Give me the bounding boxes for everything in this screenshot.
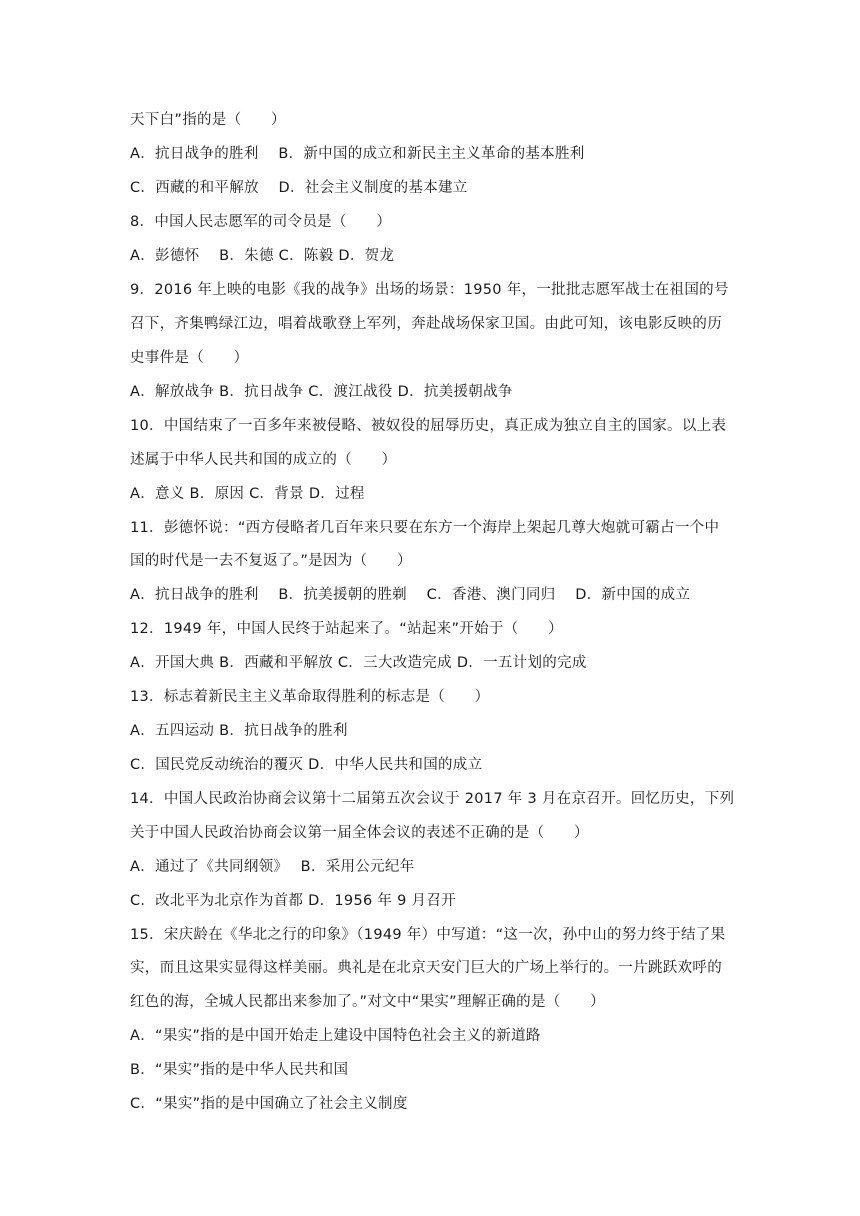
text-line: 8．中国人民志愿军的司令员是（ ） bbox=[130, 214, 392, 230]
text-line: A．抗日战争的胜利 B．抗美援朝的胜剃 C．香港、澳门同归 D．新中国的成立 bbox=[130, 587, 691, 603]
text-line: A．彭德怀 B．朱德 C．陈毅 D．贺龙 bbox=[130, 248, 395, 264]
text-line: C．改北平为北京作为首都 D．1956 年 9 月召开 bbox=[130, 893, 456, 909]
text-line: C．西藏的和平解放 D．社会主义制度的基本建立 bbox=[130, 180, 468, 196]
text-line: 11．彭德怀说：“西方侵略者几百年来只要在东方一个海岸上架起几尊大炮就可霸占一个中 bbox=[130, 520, 720, 536]
text-line: 史事件是（ ） bbox=[130, 350, 249, 366]
text-line: B．“果实”指的是中华人民共和国 bbox=[130, 1062, 349, 1078]
text-line: A．抗日战争的胜利 B．新中国的成立和新民主主义革命的基本胜利 bbox=[130, 146, 585, 162]
text-line: 关于中国人民政治协商会议第一届全体会议的表述不正确的是（ ） bbox=[130, 825, 589, 841]
text-line: A．意义 B．原因 C．背景 D．过程 bbox=[130, 486, 365, 502]
text-line: 14．中国人民政治协商会议第十二届第五次会议于 2017 年 3 月在京召开。回忆历史，下列 bbox=[130, 791, 735, 807]
text-line: A．解放战争 B．抗日战争 C．渡江战役 D．抗美援朝战争 bbox=[130, 384, 513, 400]
text-line: 9．2016 年上映的电影《我的战争》出场的场景：1950 年，一批批志愿军战士在祖国的号 bbox=[130, 282, 729, 298]
text-line: A．通过了《共同纲领》 B．采用公元纪年 bbox=[130, 859, 415, 875]
text-line: 10．中国结束了一百多年来被侵略、被奴役的屈辱历史，真正成为独立自主的国家。以上表 bbox=[130, 418, 727, 434]
text-line: 15．宋庆龄在《华北之行的印象》（1949 年）中写道：“这一次，孙中山的努力终于结了果 bbox=[130, 927, 726, 943]
text-line: 13．标志着新民主主义革命取得胜利的标志是（ ） bbox=[130, 689, 490, 705]
text-line: C．国民党反动统治的覆灭 D．中华人民共和国的成立 bbox=[130, 757, 483, 773]
text-line: 实，而且这果实显得这样美丽。典礼是在北京天安门巨大的广场上举行的。一片跳跃欢呼的 bbox=[130, 960, 722, 976]
text-line: 召下，齐集鸭绿江边，唱着战歌登上军列，奔赴战场保家卫国。由此可知，该电影反映的历 bbox=[130, 316, 722, 332]
text-line: 天下白”指的是（ ） bbox=[130, 112, 286, 128]
text-line: 12．1949 年，中国人民终于站起来了。“站起来”开始于（ ） bbox=[130, 621, 563, 637]
text-line: 红色的海，全城人民都出来参加了。”对文中“果实”理解正确的是（ ） bbox=[130, 994, 605, 1010]
text-line: 述属于中华人民共和国的成立的（ ） bbox=[130, 452, 397, 468]
text-line: 国的时代是一去不复返了。”是因为（ ） bbox=[130, 553, 412, 569]
text-line: C．“果实”指的是中国确立了社会主义制度 bbox=[130, 1096, 408, 1112]
text-line: A．开国大典 B．西藏和平解放 C．三大改造完成 D．一五计划的完成 bbox=[130, 655, 587, 671]
text-line: A．“果实”指的是中国开始走上建设中国特色社会主义的新道路 bbox=[130, 1028, 541, 1044]
text-line: A．五四运动 B．抗日战争的胜利 bbox=[130, 723, 348, 739]
